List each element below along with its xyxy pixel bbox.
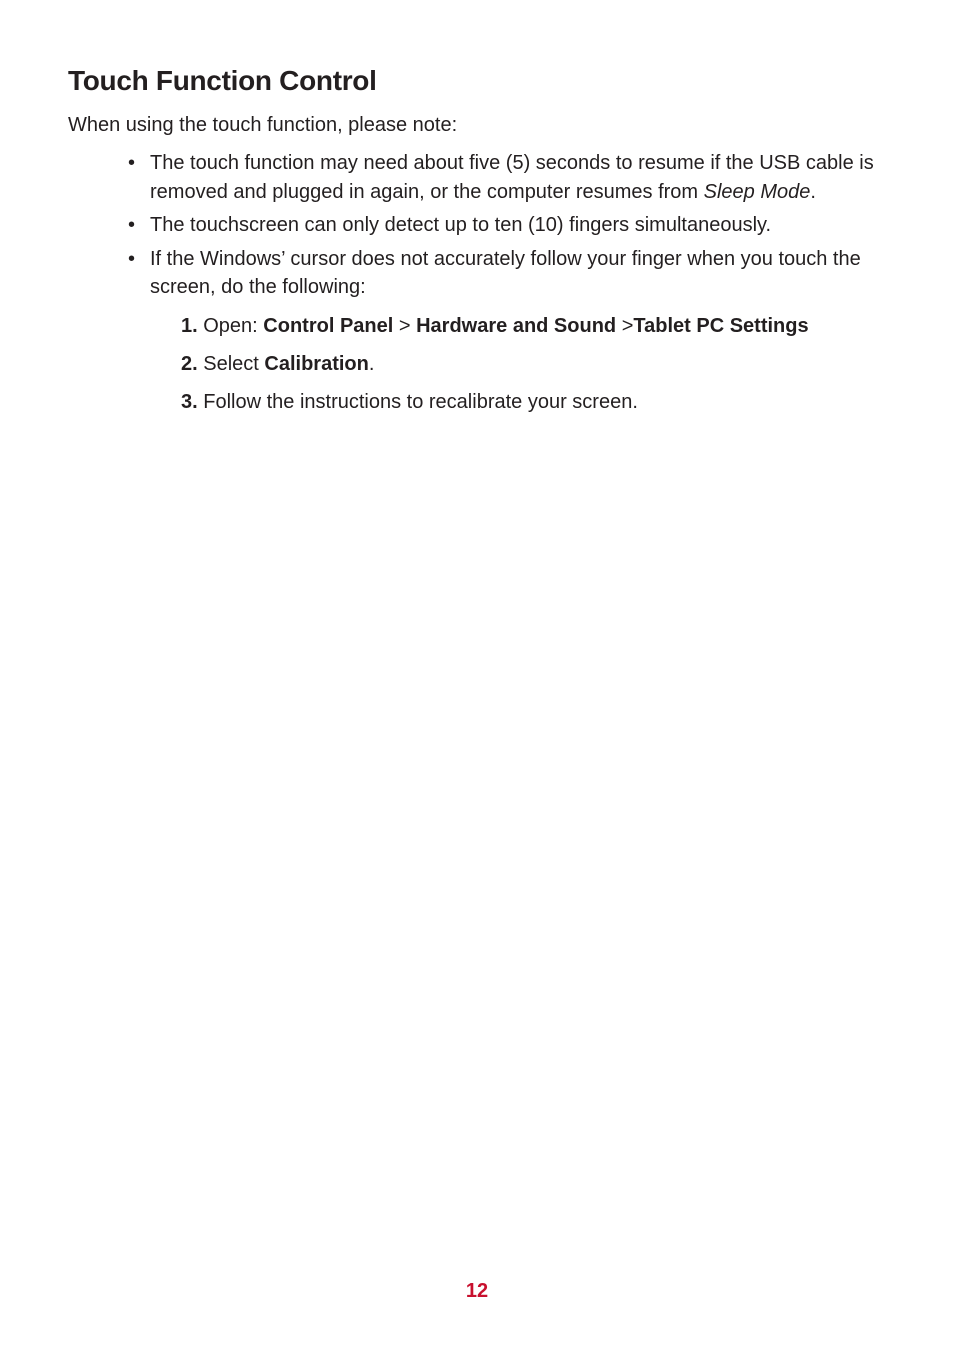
step-number: 2.: [181, 352, 198, 375]
document-page: [68, 62, 878, 426]
page-number: 12: [465, 1280, 489, 1302]
step-item: [181, 312, 878, 340]
bullet-suffix: .: [810, 180, 816, 203]
bullet-icon: •: [128, 152, 136, 174]
steps-list: [68, 312, 878, 416]
step-calibration: Calibration: [264, 352, 369, 375]
step-separator: >: [616, 314, 634, 337]
intro-text: When using the touch function, please note:: [68, 114, 458, 136]
step-prefix: Select: [197, 352, 265, 375]
bullet-text: If the Windows’ cursor does not accurately follow your finger when you touch the screen, do the following:: [150, 247, 861, 298]
step-tablet-settings: Tablet PC Settings: [633, 314, 809, 337]
step-suffix: .: [368, 352, 375, 375]
list-item: [128, 149, 878, 206]
step-separator: >: [393, 314, 417, 337]
step-item: [181, 350, 878, 378]
bullet-text: The touch function may need about five (5) seconds to resume if the USB cable is removed and plugged in again, or the computer resumes from: [150, 152, 874, 203]
bullet-icon: •: [128, 214, 136, 236]
step-item: [181, 388, 878, 416]
step-prefix: Open:: [197, 314, 264, 337]
list-item: [128, 245, 878, 302]
step-text: Follow the instructions to recalibrate your screen.: [197, 390, 638, 413]
step-hardware-sound: Hardware and Sound: [416, 314, 617, 337]
step-control-panel: Control Panel: [263, 314, 394, 337]
step-number: 3.: [181, 390, 198, 413]
section-heading: Touch Function Control: [68, 65, 377, 96]
bullet-text: The touchscreen can only detect up to ten (10) fingers simultaneously.: [150, 214, 772, 236]
bullet-icon: •: [128, 247, 136, 270]
bullet-italic: Sleep Mode: [703, 180, 811, 203]
list-item: [128, 211, 878, 240]
notes-list: [68, 149, 878, 302]
step-number: 1.: [181, 314, 198, 337]
